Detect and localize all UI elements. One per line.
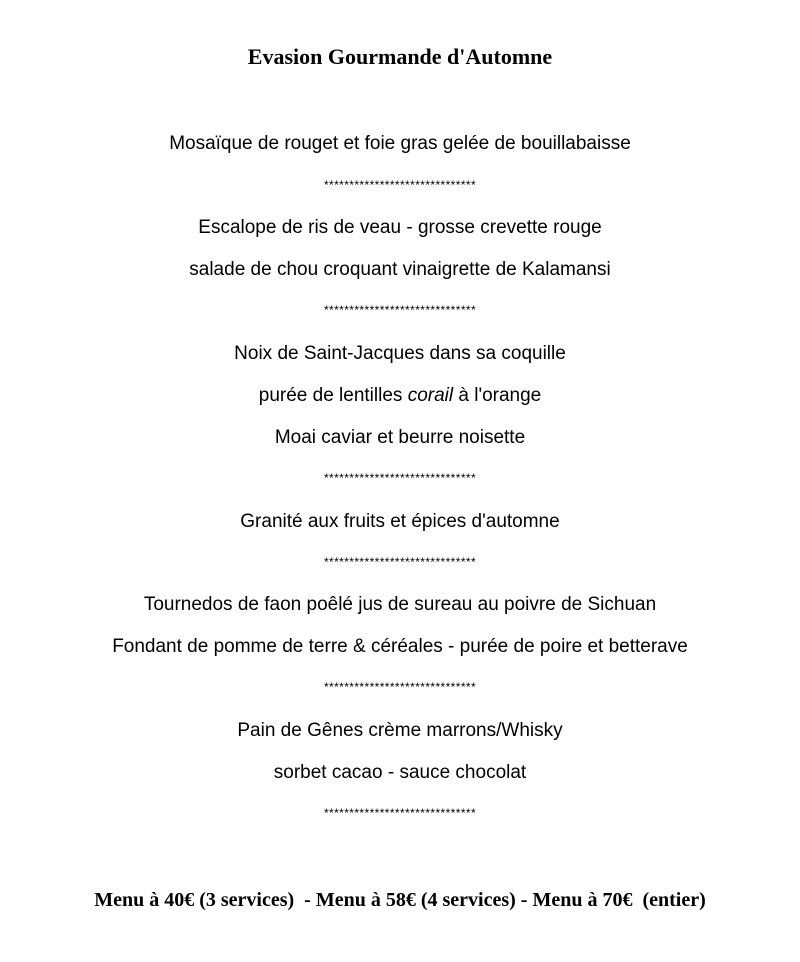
separator: ******************************	[323, 806, 477, 820]
course-3-line-2-text: purée de lentilles	[258, 385, 408, 406]
course-2-line-2: salade de chou croquant vinaigrette de Kalamansi	[189, 259, 611, 280]
separator: ******************************	[323, 471, 477, 485]
course-3-line-2-italic: corail	[407, 385, 454, 406]
course-6-line-1: Pain de Gênes crème marrons/Whisky	[237, 720, 563, 741]
course-3-line-2	[0, 384, 800, 408]
course-3-line-3: Moai caviar et beurre noisette	[274, 427, 526, 448]
course-3-line-2-text-end: à l'orange	[453, 385, 542, 406]
separator: ******************************	[323, 303, 477, 317]
separator: ******************************	[323, 680, 477, 694]
separator: ******************************	[323, 555, 477, 569]
course-5-line-1: Tournedos de faon poêlé jus de sureau au poivre de Sichuan	[143, 594, 657, 615]
menu-title: Evasion Gourmande d'Automne	[247, 44, 553, 69]
menu-prices: Menu à 40€ (3 services) - Menu à 58€ (4 services) - Menu à 70€ (entier)	[94, 889, 706, 911]
separator: ******************************	[323, 178, 477, 192]
course-1-line-1: Mosaïque de rouget et foie gras gelée de bouillabaisse	[169, 133, 631, 154]
course-5-line-2: Fondant de pomme de terre & céréales - purée de poire et betterave	[112, 636, 688, 657]
course-6-line-2: sorbet cacao - sauce chocolat	[273, 762, 527, 783]
course-4-line-1: Granité aux fruits et épices d'automne	[240, 511, 560, 532]
course-3-line-1: Noix de Saint-Jacques dans sa coquille	[234, 343, 566, 364]
course-2-line-1: Escalope de ris de veau - grosse crevette rouge	[198, 217, 602, 238]
